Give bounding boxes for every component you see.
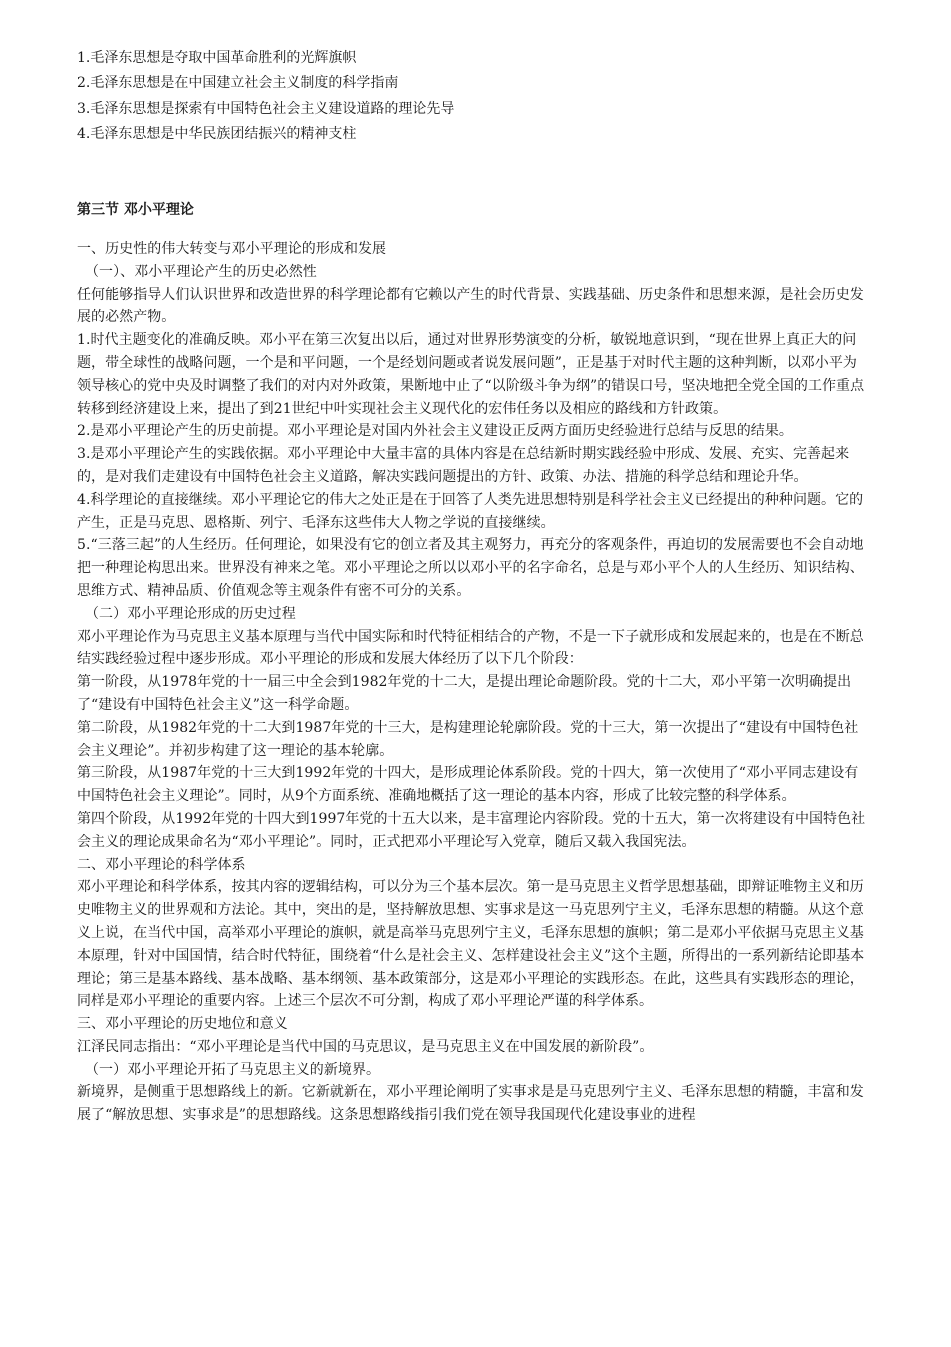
heading-part-1: 一、历史性的伟大转变与邓小平理论的形成和发展 xyxy=(77,241,387,257)
paragraph-point-2: 2.是邓小平理论产生的历史前提。邓小平理论是对国内外社会主义建设正反两方面历史经验进行总结与反思的结果。 xyxy=(77,423,793,440)
paragraph-point-4: 4.科学理论的直接继续。邓小平理论它的伟大之处正是在于回答了人类先进思想特别是科学社会主义已经提出的种种问题。它的产生，正是马克思、恩格斯、列宁、毛泽东这些伟大人物之学说的直接继续。 xyxy=(77,491,864,531)
paragraph-intro: 任何能够指导人们认识世界和改造世界的科学理论都有它赖以产生的时代背景、实践基础、历史条件和思想来源，是社会历史发展的必然产物。 xyxy=(77,286,864,326)
paragraph-stage-2: 第二阶段，从1982年党的十二大到1987年党的十三大，是构建理论轮廓阶段。党的十三大，第一次提出了“建设有中国特色社会主义理论”。并初步构建了这一理论的基本轮廓。 xyxy=(77,719,859,759)
paragraph-quote: 江泽民同志指出：“邓小平理论是当代中国的马克思议，是马克思主义在中国发展的新阶段”。 xyxy=(77,1038,654,1055)
mao-thought-list xyxy=(77,46,877,147)
section-title: 第三节 邓小平理论 xyxy=(77,202,194,218)
subheading-1-2: （二）邓小平理论形成的历史过程 xyxy=(85,605,296,622)
paragraph-system: 邓小平理论和科学体系，按其内容的逻辑结构，可以分为三个基本层次。第一是马克思主义哲学思想基础，即辩证唯物主义和历史唯物主义的世界观和方法论。其中，突出的是，坚持解放思想、实事求是这一马克思列宁主义，毛泽东思想的精髓。从这个意义上说，在当代中国，高举邓小平理论的旗帜，就是高举马克思列宁主义，毛泽东思想的旗帜；第二是邓小平依据马克思主义基本原理，针对中国国情，结合时代特征，围绕着“什么是社会主义、怎样建设社会主义”这个主题，所得出的一系列新结论即基本理论；第三是基本路线、基本战略、基本纲领、基本政策部分，这是邓小平理论的实践形态。在此，这些具有实践形态的理论，同样是邓小平理论的重要内容。上述三个层次不可分割，构成了邓小平理论严谨的科学体系。 xyxy=(77,879,865,1010)
list-item-2: 2.毛泽东思想是在中国建立社会主义制度的科学指南 xyxy=(77,75,399,92)
heading-part-3: 三、邓小平理论的历史地位和意义 xyxy=(77,1016,288,1033)
paragraph-point-5: 5.“三落三起”的人生经历。任何理论，如果没有它的创立者及其主观努力，再充分的客观条件，再迫切的发展需要也不会自动地把一种理论构思出来。世界没有神来之笔。邓小平理论之所以以邓小平的名字命名，总是与邓小平个人的人生经历、知识结构、思维方式、精神品质、价值观念等主观条件有密不可分的关系。 xyxy=(77,537,864,599)
heading-part-2: 二、邓小平理论的科学体系 xyxy=(77,856,246,873)
section-body xyxy=(77,238,867,1127)
subheading-1-1: （一）、邓小平理论产生的历史必然性 xyxy=(85,263,317,280)
paragraph-stage-1: 第一阶段，从1978年党的十一届三中全会到1982年党的十二大，是提出理论命题阶段。党的十二大，邓小平第一次明确提出了“建设有中国特色社会主义”这一科学命题。 xyxy=(77,674,852,713)
subheading-3-1: （一）邓小平理论开拓了马克思主义的新境界。 xyxy=(85,1061,381,1078)
paragraph-point-3: 3.是邓小平理论产生的实践依据。邓小平理论中大量丰富的具体内容是在总结新时期实践经验中形成、发展、充实、完善起来的，是对我们走建设有中国特色社会主义道路，解决实践问题提出的方针、政策、办法、措施的科学总结和理论升华。 xyxy=(77,446,850,485)
list-item-4: 4.毛泽东思想是中华民族团结振兴的精神支柱 xyxy=(77,125,357,142)
list-item-1: 1.毛泽东思想是夺取中国革命胜利的光辉旗帜 xyxy=(77,50,357,66)
paragraph-point-1: 1.时代主题变化的准确反映。邓小平在第三次复出以后，通过对世界形势演变的分析，敏锐地意识到，“现在世界上真正大的问题，带全球性的战略问题，一个是和平问题，一个是经划问题或者说发展问题”，正是基于对时代主题的这种判断，以邓小平为领导核心的党中央及时调整了我们的对内对外政策，果断地中止了“以阶级斗争为纲”的错误口号，坚决地把全党全国的工作重点转移到经济建设上来，提出了到21世纪中叶实现社会主义现代化的宏伟任务以及相应的路线和方针政策。 xyxy=(77,332,865,417)
paragraph-stage-3: 第三阶段，从1987年党的十三大到1992年党的十四大，是形成理论体系阶段。党的十四大，第一次使用了“邓小平同志建设有中国特色社会主义理论”。同时，从9个方面系统、准确地概括了这一理论的基本内容，形成了比较完整的科学体系。 xyxy=(77,765,859,805)
paragraph-new-realm: 新境界，是侧重于思想路线上的新。它新就新在，邓小平理论阐明了实事求是是马克思列宁主义、毛泽东思想的精髓，丰富和发展了“解放思想、实事求是”的思想路线。这条思想路线指引我们党在领导我国现代化建设事业的进程 xyxy=(77,1084,864,1124)
list-item-3: 3.毛泽东思想是探索有中国特色社会主义建设道路的理论先导 xyxy=(77,100,455,117)
paragraph-formation: 邓小平理论作为马克思主义基本原理与当代中国实际和时代特征相结合的产物，不是一下子就形成和发展起来的，也是在不断总结实践经验过程中逐步形成。邓小平理论的形成和发展大体经历了以下几个阶段： xyxy=(77,628,864,668)
paragraph-stage-4: 第四个阶段，从1992年党的十四大到1997年党的十五大以来，是丰富理论内容阶段。党的十五大，第一次将建设有中国特色社会主义的理论成果命名为“邓小平理论”。同时，正式把邓小平理论写入党章，随后又载入我国宪法。 xyxy=(77,810,866,850)
